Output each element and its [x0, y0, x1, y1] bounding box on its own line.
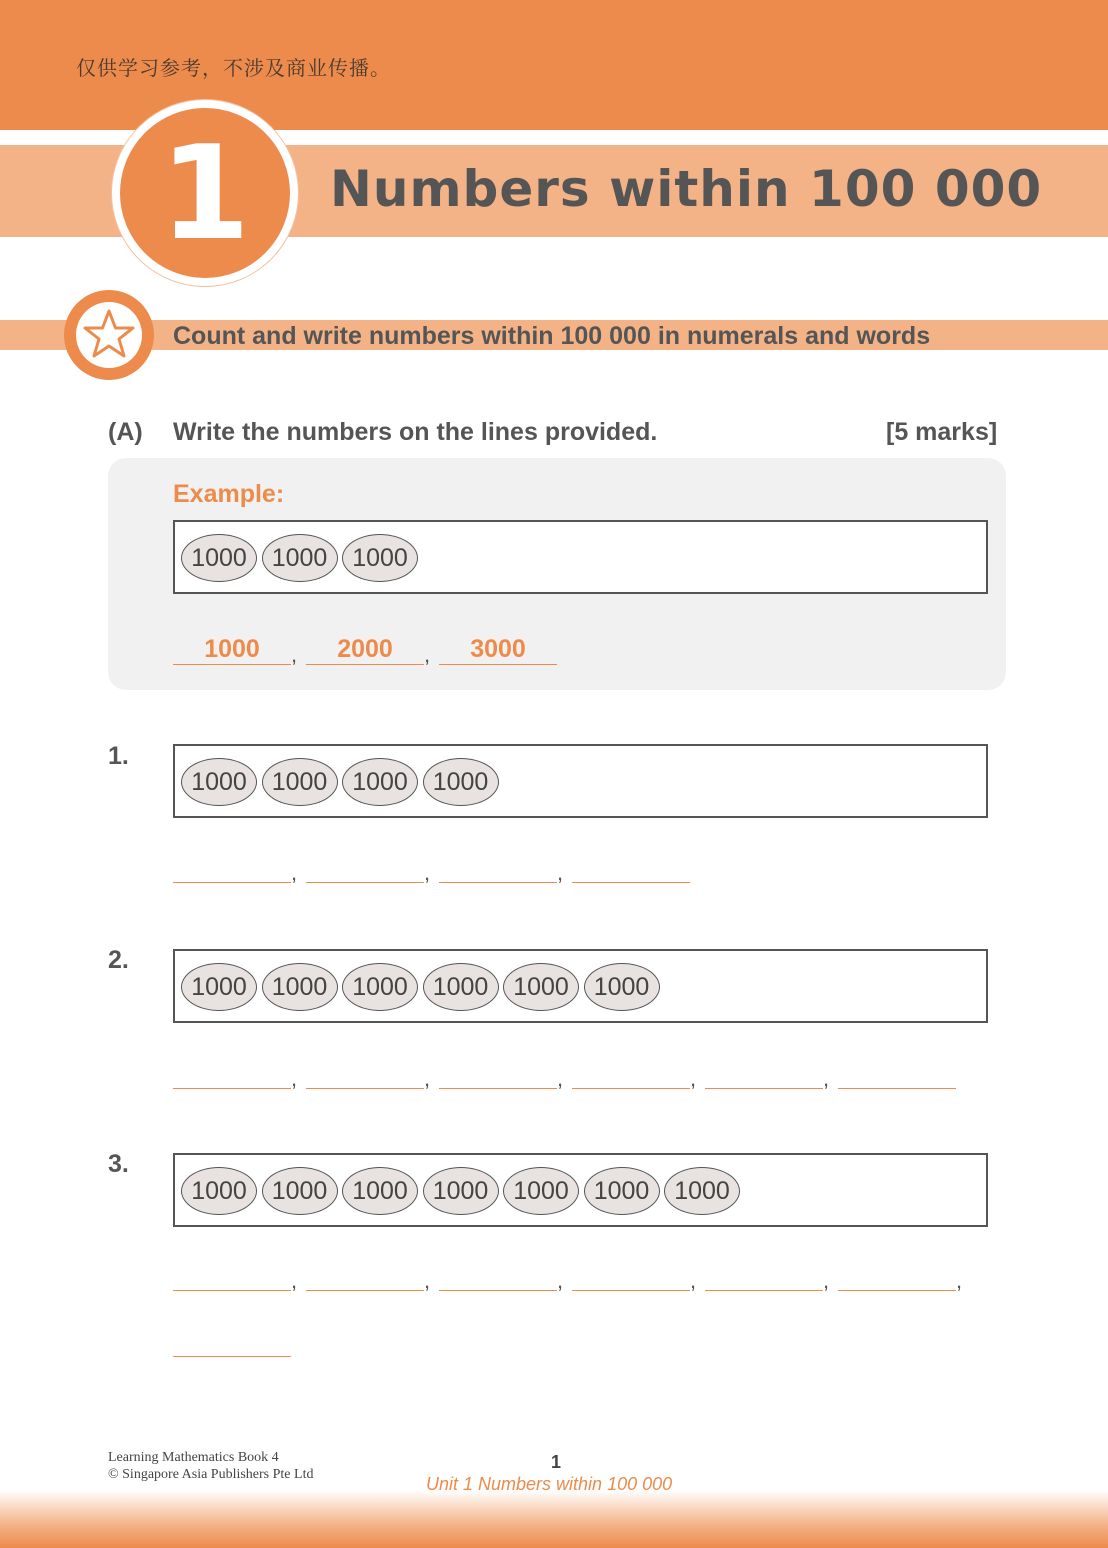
answer-blank[interactable]: [838, 1058, 956, 1089]
coin-1000: 1000: [181, 534, 257, 582]
example-answer-blank: 1000: [173, 634, 291, 665]
watermark-text: 仅供学习参考，不涉及商业传播。: [76, 56, 391, 80]
comma-separator: ,: [424, 860, 431, 885]
unit-number: 1: [159, 117, 251, 269]
example-answer-blank: 2000: [306, 634, 424, 665]
section-label: (A): [108, 418, 143, 446]
answer-blank[interactable]: [173, 1058, 291, 1089]
coin-1000: 1000: [584, 1167, 660, 1215]
answer-blank[interactable]: [173, 1326, 291, 1357]
comma-separator: ,: [424, 1066, 431, 1091]
question-3-coin-box: [173, 1153, 988, 1227]
coin-1000: 1000: [423, 758, 499, 806]
example-coin-box: [173, 520, 988, 594]
coin-1000: 1000: [342, 758, 418, 806]
answer-blank[interactable]: [572, 1260, 690, 1291]
comma-separator: ,: [557, 860, 564, 885]
coin-1000: 1000: [342, 534, 418, 582]
question-number: 3.: [108, 1150, 129, 1178]
answer-blank[interactable]: [439, 1058, 557, 1089]
coin-1000: 1000: [262, 963, 338, 1011]
section-instruction: Write the numbers on the lines provided.: [173, 418, 658, 446]
section-marks: [5 marks]: [886, 418, 998, 446]
comma-separator: ,: [823, 1268, 830, 1293]
question-1-coin-box: [173, 744, 988, 818]
example-label: Example:: [173, 480, 285, 508]
footer-unit-line: Unit 1 Numbers within 100 000: [426, 1474, 673, 1494]
comma-separator: ,: [557, 1268, 564, 1293]
coin-1000: 1000: [503, 963, 579, 1011]
example-answer-blank: 3000: [439, 634, 557, 665]
comma-separator: ,: [424, 1268, 431, 1293]
comma-separator: ,: [291, 1066, 298, 1091]
coin-1000: 1000: [423, 963, 499, 1011]
comma-separator: ,: [291, 642, 298, 667]
question-number: 1.: [108, 742, 129, 770]
answer-blank[interactable]: [572, 852, 690, 883]
comma-separator: ,: [424, 642, 431, 667]
coin-1000: 1000: [181, 758, 257, 806]
answer-blank[interactable]: [838, 1260, 956, 1291]
coin-1000: 1000: [342, 1167, 418, 1215]
coin-1000: 1000: [584, 963, 660, 1011]
coin-1000: 1000: [262, 1167, 338, 1215]
answer-blank[interactable]: [705, 1058, 823, 1089]
coin-1000: 1000: [262, 758, 338, 806]
comma-separator: ,: [291, 860, 298, 885]
footer-band: [0, 1490, 1108, 1548]
answer-blank[interactable]: [306, 852, 424, 883]
answer-blank[interactable]: [439, 1260, 557, 1291]
answer-blank[interactable]: [705, 1260, 823, 1291]
answer-blank[interactable]: [173, 852, 291, 883]
comma-separator: ,: [557, 1066, 564, 1091]
comma-separator: ,: [291, 1268, 298, 1293]
answer-blank[interactable]: [439, 852, 557, 883]
coin-1000: 1000: [423, 1167, 499, 1215]
coin-1000: 1000: [664, 1167, 740, 1215]
coin-1000: 1000: [262, 534, 338, 582]
comma-separator: ,: [690, 1268, 697, 1293]
footer-book-title: Learning Mathematics Book 4: [108, 1450, 279, 1465]
coin-1000: 1000: [181, 963, 257, 1011]
footer-copyright: © Singapore Asia Publishers Pte Ltd: [108, 1467, 314, 1482]
coin-1000: 1000: [342, 963, 418, 1011]
question-2-coin-box: [173, 949, 988, 1023]
answer-blank[interactable]: [173, 1260, 291, 1291]
star-icon: [76, 302, 142, 368]
answer-blank[interactable]: [306, 1058, 424, 1089]
comma-separator: ,: [690, 1066, 697, 1091]
answer-blank[interactable]: [572, 1058, 690, 1089]
answer-blank[interactable]: [306, 1260, 424, 1291]
comma-separator: ,: [823, 1066, 830, 1091]
page-number: 1: [550, 1452, 561, 1472]
unit-title: Numbers within 100 000: [330, 160, 1043, 218]
coin-1000: 1000: [181, 1167, 257, 1215]
question-number: 2.: [108, 946, 129, 974]
comma-separator: ,: [956, 1268, 963, 1293]
coin-1000: 1000: [503, 1167, 579, 1215]
learning-objective: Count and write numbers within 100 000 in numerals and words: [173, 322, 931, 350]
